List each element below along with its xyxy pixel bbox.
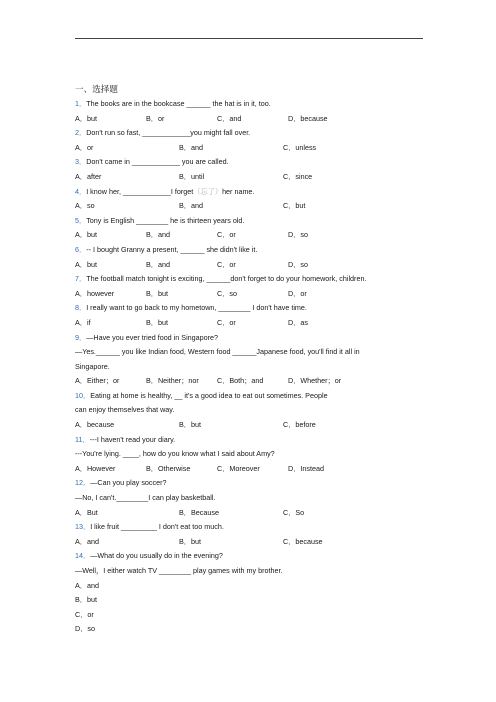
option-b[interactable]: B．and: [179, 201, 203, 211]
option-b[interactable]: B．and: [146, 230, 170, 240]
question-number: 4．: [75, 186, 87, 196]
question-8: [75, 301, 420, 316]
question-9-line-2: —Yes.______ you like Indian food, Western food ______Japanese food, you'll find it all in: [75, 347, 360, 357]
options-9: [75, 374, 420, 389]
option-b[interactable]: B．but: [179, 420, 201, 430]
options-7: [75, 287, 420, 302]
question-number: 10．: [75, 390, 91, 400]
option-c[interactable]: C．since: [283, 171, 313, 181]
option-a[interactable]: A．Either；or: [75, 376, 120, 386]
option-a[interactable]: A．if: [75, 317, 91, 327]
option-a[interactable]: A．but: [75, 113, 97, 123]
question-number: 7．: [75, 274, 87, 284]
option-b[interactable]: B．but: [146, 288, 168, 298]
question-14-line-2: —Well，I either watch TV ________ play games with my brother.: [75, 566, 283, 575]
question-number: 3．: [75, 157, 87, 167]
question-text: The books are in the bookcase ______ the hat is in it, too.: [86, 99, 271, 108]
option-d[interactable]: D．Instead: [288, 463, 324, 473]
options-5: [75, 228, 420, 243]
question-text: I really want to go back to my hometown, ________ I don't have time.: [86, 303, 307, 313]
question-text: -- I bought Granny a present, ______ she didn't like it.: [86, 244, 258, 254]
option-a[interactable]: A．or: [75, 142, 94, 152]
question-text-end: her name.: [222, 186, 255, 196]
question-number: 8．: [75, 303, 87, 313]
question-12-line-2: —No, I can't.________I can play basketball.: [75, 493, 216, 503]
option-a[interactable]: A．However: [75, 463, 116, 473]
question-6: [75, 243, 420, 258]
options-12: [75, 506, 420, 521]
option-c[interactable]: C．or: [217, 230, 236, 240]
option-a[interactable]: A．after: [75, 171, 102, 181]
question-number: 5．: [75, 215, 87, 225]
question-text: I like fruit _________ I don't eat too much.: [90, 522, 224, 532]
options-13: [75, 535, 420, 550]
option-d[interactable]: D．or: [288, 288, 307, 298]
question-number: 11．: [75, 434, 90, 444]
question-text: Tony is English ________ he is thirteen years old.: [86, 215, 245, 225]
question-text: Eating at home is healthy, __ it's a good idea to eat out sometimes. People: [90, 390, 328, 400]
question-text: —What do you usually do in the evening?: [90, 551, 223, 561]
question-4: [75, 185, 420, 200]
question-number: 2．: [75, 128, 87, 138]
option-c[interactable]: C．so: [217, 288, 237, 298]
option-a[interactable]: A．because: [75, 420, 115, 430]
chinese-hint: （忘了）: [193, 186, 223, 196]
option-b[interactable]: B．Neither；nor: [146, 376, 199, 386]
options-3: [75, 170, 420, 185]
section-title: 一、选择题: [75, 84, 118, 94]
question-text: —Have you ever tried food in Singapore?: [86, 332, 219, 342]
option-d[interactable]: D．as: [288, 317, 308, 327]
question-10: [75, 389, 420, 404]
question-12: [75, 476, 420, 491]
option-b[interactable]: B．but: [75, 595, 97, 605]
option-a[interactable]: A．however: [75, 288, 115, 298]
question-9: [75, 331, 420, 346]
option-b[interactable]: B．and: [146, 259, 170, 269]
question-14: [75, 549, 420, 564]
option-c[interactable]: C．because: [283, 536, 323, 546]
question-number: 9．: [75, 332, 87, 342]
question-11: [75, 433, 420, 448]
option-b[interactable]: B．but: [179, 536, 201, 546]
option-a[interactable]: A．and: [75, 580, 99, 590]
question-text: ---I haven't read your diary.: [89, 434, 176, 444]
option-c[interactable]: C．and: [217, 113, 242, 123]
question-13: [75, 520, 420, 535]
question-text: —Can you play soccer?: [90, 478, 167, 488]
options-8: [75, 316, 420, 331]
question-7: [75, 272, 420, 287]
question-text: Don't run so fast, ____________you might fall over.: [86, 128, 251, 138]
header-rule: [75, 38, 423, 39]
question-5: [75, 214, 420, 229]
option-c[interactable]: C．unless: [283, 142, 317, 152]
question-9-line-3: Singapore.: [75, 361, 110, 371]
options-4: [75, 199, 420, 214]
option-a[interactable]: A．but: [75, 259, 97, 269]
option-d[interactable]: D．so: [288, 230, 308, 240]
option-c[interactable]: C．before: [283, 420, 316, 430]
option-a[interactable]: A．and: [75, 536, 99, 546]
options-1: [75, 112, 420, 127]
option-b[interactable]: B．Because: [179, 507, 219, 517]
option-c[interactable]: C．or: [75, 609, 94, 619]
option-d[interactable]: D．so: [75, 624, 95, 634]
option-d[interactable]: D．Whether；or: [288, 376, 342, 386]
option-b[interactable]: B．until: [179, 171, 205, 181]
options-11: [75, 462, 420, 477]
option-a[interactable]: A．so: [75, 201, 95, 211]
option-c[interactable]: C．Moreover: [217, 463, 260, 473]
question-number: 13．: [75, 522, 91, 532]
question-number: 6．: [75, 244, 87, 254]
question-text: I know her, ____________I forget: [86, 186, 194, 196]
option-b[interactable]: B．and: [179, 142, 203, 152]
option-b[interactable]: B．Otherwise: [146, 463, 191, 473]
option-c[interactable]: C．but: [283, 201, 306, 211]
option-d[interactable]: D．so: [288, 259, 308, 269]
option-c[interactable]: C．or: [217, 259, 236, 269]
question-10-line-2: can enjoy themselves that way.: [75, 405, 175, 415]
question-list: [75, 82, 420, 637]
question-number: 14．: [75, 551, 91, 561]
options-6: [75, 258, 420, 273]
question-3: [75, 155, 420, 170]
option-d[interactable]: D．because: [288, 113, 328, 123]
options-10: [75, 418, 420, 433]
option-b[interactable]: B．but: [146, 317, 168, 327]
option-b[interactable]: B．or: [146, 113, 165, 123]
question-number: 12．: [75, 478, 91, 488]
question-number: 1．: [75, 99, 87, 108]
question-text: The football match tonight is exciting, ______don't forget to do your homework, children.: [86, 274, 367, 284]
question-text: Don't came in ____________ you are called.: [86, 157, 229, 167]
option-a[interactable]: A．but: [75, 230, 97, 240]
options-2: [75, 141, 420, 156]
option-a[interactable]: A．But: [75, 507, 98, 517]
option-c[interactable]: C．or: [217, 317, 236, 327]
question-2: [75, 126, 420, 141]
option-c[interactable]: C．So: [283, 507, 305, 517]
question-1: [75, 97, 420, 112]
question-11-line-2: ---You're lying. ____, how do you know what I said about Amy?: [75, 449, 275, 459]
option-c[interactable]: C．Both；and: [217, 376, 264, 386]
